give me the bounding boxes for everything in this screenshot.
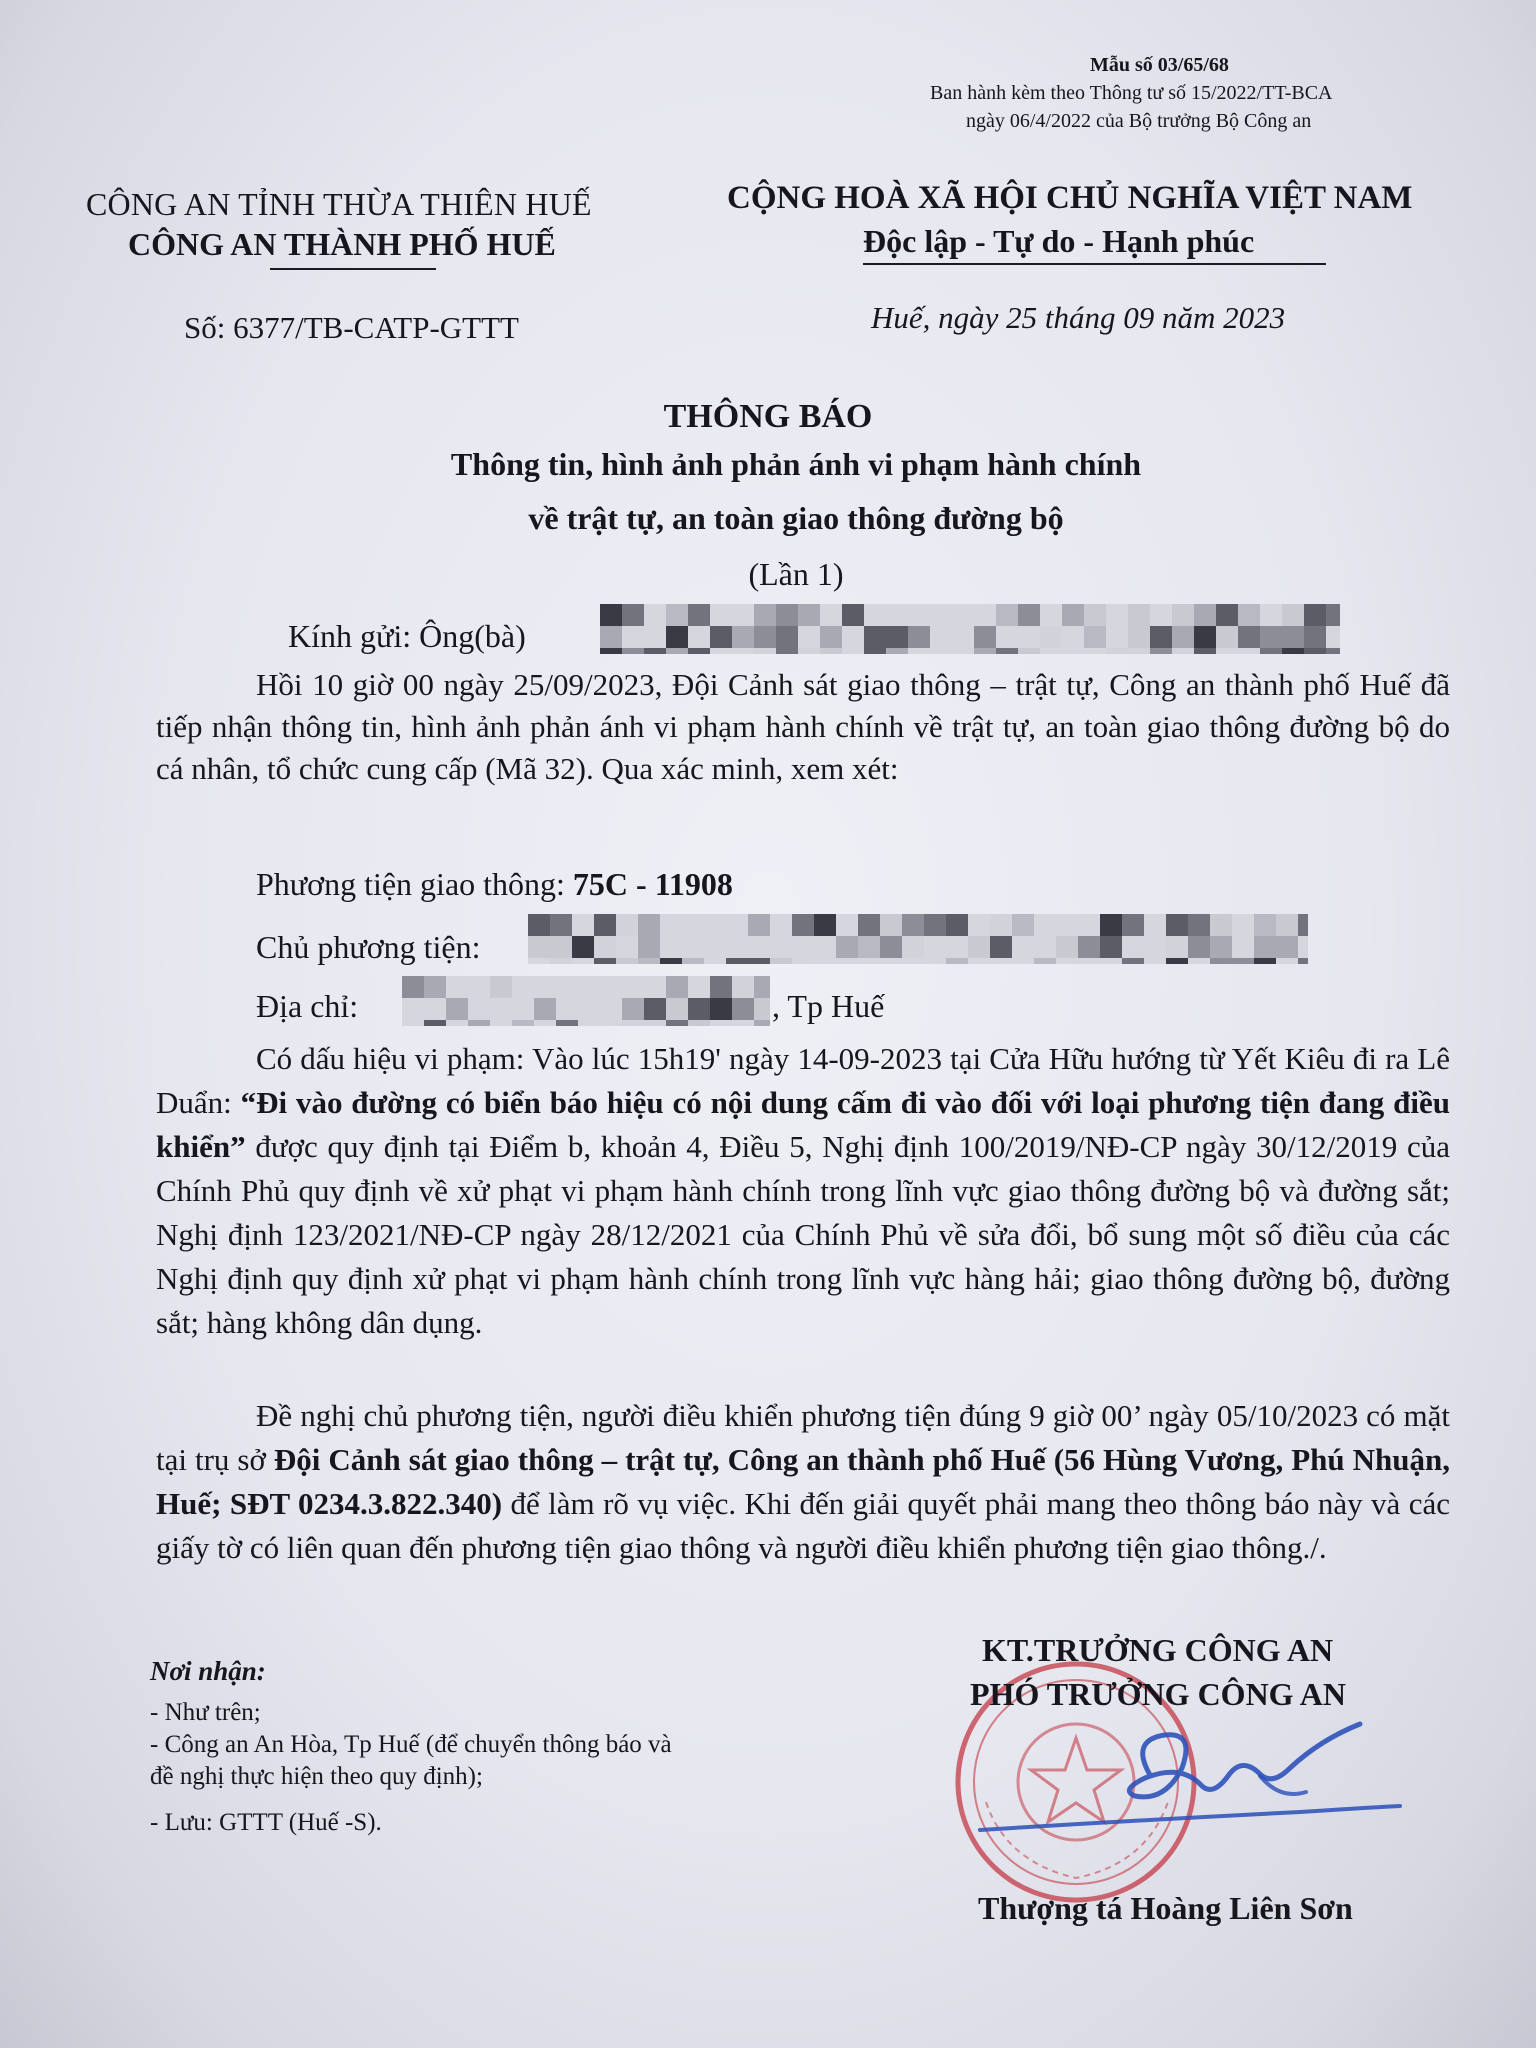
nation-name: CỘNG HOÀ XÃ HỘI CHỦ NGHĨA VIỆT NAM — [727, 180, 1413, 216]
intro-paragraph: Hồi 10 giờ 00 ngày 25/09/2023, Đội Cảnh sát giao thông – trật tự, Công an thành phố Huế đã tiếp nhận thông tin, hình ảnh phản ánh vi phạm hành chính về trật tự, an toàn giao thông đường bộ do cá nhân, tổ chức cung cấp (Mã 32). Qua xác minh, xem xét: — [156, 667, 1450, 786]
address-city: , Tp Huế — [772, 988, 885, 1024]
signature-title-2: PHÓ TRƯỞNG CÔNG AN — [970, 1676, 1347, 1712]
redacted-owner-name — [528, 914, 1308, 964]
violation-description: “Đi vào đường có biển báo hiệu có nội dung cấm đi vào đối với loại phương tiện đang điều khiển” — [156, 1085, 1450, 1164]
address-label: Địa chỉ: — [256, 988, 359, 1024]
form-issued-line: Ban hành kèm theo Thông tư số 15/2022/TT-BCA — [930, 82, 1333, 104]
vehicle-field: Phương tiện giao thông: 75C - 11908 — [256, 866, 733, 902]
form-code: Mẫu số 03/65/68 — [1090, 54, 1229, 76]
document-subtitle-2: về trật tự, an toàn giao thông đường bộ — [528, 500, 1064, 536]
attempt-number: (Lần 1) — [748, 556, 844, 592]
issuing-agency: CÔNG AN THÀNH PHỐ HUẾ — [128, 226, 556, 262]
agency-underline — [270, 268, 436, 270]
document-subtitle-1: Thông tin, hình ảnh phản ánh vi phạm hành chính — [450, 446, 1142, 482]
recipient-item: đề nghị thực hiện theo quy định); — [150, 1763, 483, 1790]
form-date-line: ngày 06/4/2022 của Bộ trưởng Bộ Công an — [966, 110, 1312, 132]
office-address: Đội Cảnh sát giao thông – trật tự, Công an thành phố Huế (56 Hùng Vương, Phú Nhuận, Huế; SĐT 0234.3.822.340) — [156, 1442, 1450, 1521]
owner-label: Chủ phương tiện: — [256, 929, 481, 965]
recipient-item: - Công an An Hòa, Tp Huế (để chuyển thông báo và — [150, 1731, 672, 1758]
recipient-item: - Như trên; — [150, 1699, 261, 1726]
redacted-recipient-name — [600, 604, 1340, 654]
nation-motto: Độc lập - Tự do - Hạnh phúc — [863, 223, 1255, 259]
motto-underline — [863, 263, 1326, 265]
document-title: THÔNG BÁO — [663, 398, 873, 435]
recipient-item: - Lưu: GTTT (Huế -S). — [150, 1809, 382, 1836]
license-plate: 75C - 11908 — [572, 866, 733, 902]
document-date: Huế, ngày 25 tháng 09 năm 2023 — [871, 300, 1286, 335]
document-number: Số: 6377/TB-CATP-GTTT — [184, 310, 519, 345]
parent-agency: CÔNG AN TỈNH THỪA THIÊN HUẾ — [86, 186, 592, 222]
signer-name: Thượng tá Hoàng Liên Sơn — [978, 1890, 1353, 1926]
redacted-address — [402, 976, 770, 1026]
recipient-label: Kính gửi: Ông(bà) — [288, 618, 526, 654]
recipients-title: Nơi nhận: — [150, 1656, 266, 1686]
request-paragraph: Đề nghị chủ phương tiện, người điều khiển phương tiện đúng 9 giờ 00’ ngày 05/10/2023 có mặt tại trụ sở Đội Cảnh sát giao thông – trật tự, Công an thành phố Huế (56 Hùng Vương, Phú Nhuận, Huế; SĐT 0234.3.822.340) để làm rõ vụ việc. Khi đến giải quyết phải mang theo thông báo này và các giấy tờ có liên quan đến phương tiện giao thông và người điều khiển phương tiện giao thông./. — [156, 1398, 1450, 1565]
violation-paragraph: Có dấu hiệu vi phạm: Vào lúc 15h19' ngày 14-09-2023 tại Cửa Hữu hướng từ Yết Kiêu đi ra Lê Duẩn: “Đi vào đường có biển báo hiệu có nội dung cấm đi vào đối với loại phương tiện đang điều khiển” được quy định tại Điểm b, khoản 4, Điều 5, Nghị định 100/2019/NĐ-CP ngày 30/12/2019 của Chính Phủ quy định về xử phạt vi phạm hành chính trong lĩnh vực giao thông đường bộ và đường sắt; Nghị định 123/2021/NĐ-CP ngày 28/12/2021 của Chính Phủ về sửa đổi, bổ sung một số điều của các Nghị định quy định xử phạt vi phạm hành chính trong lĩnh vực hàng hải; giao thông đường bộ, đường sắt; hàng không dân dụng. — [156, 1041, 1450, 1340]
signature-title-1: KT.TRƯỞNG CÔNG AN — [982, 1632, 1334, 1668]
